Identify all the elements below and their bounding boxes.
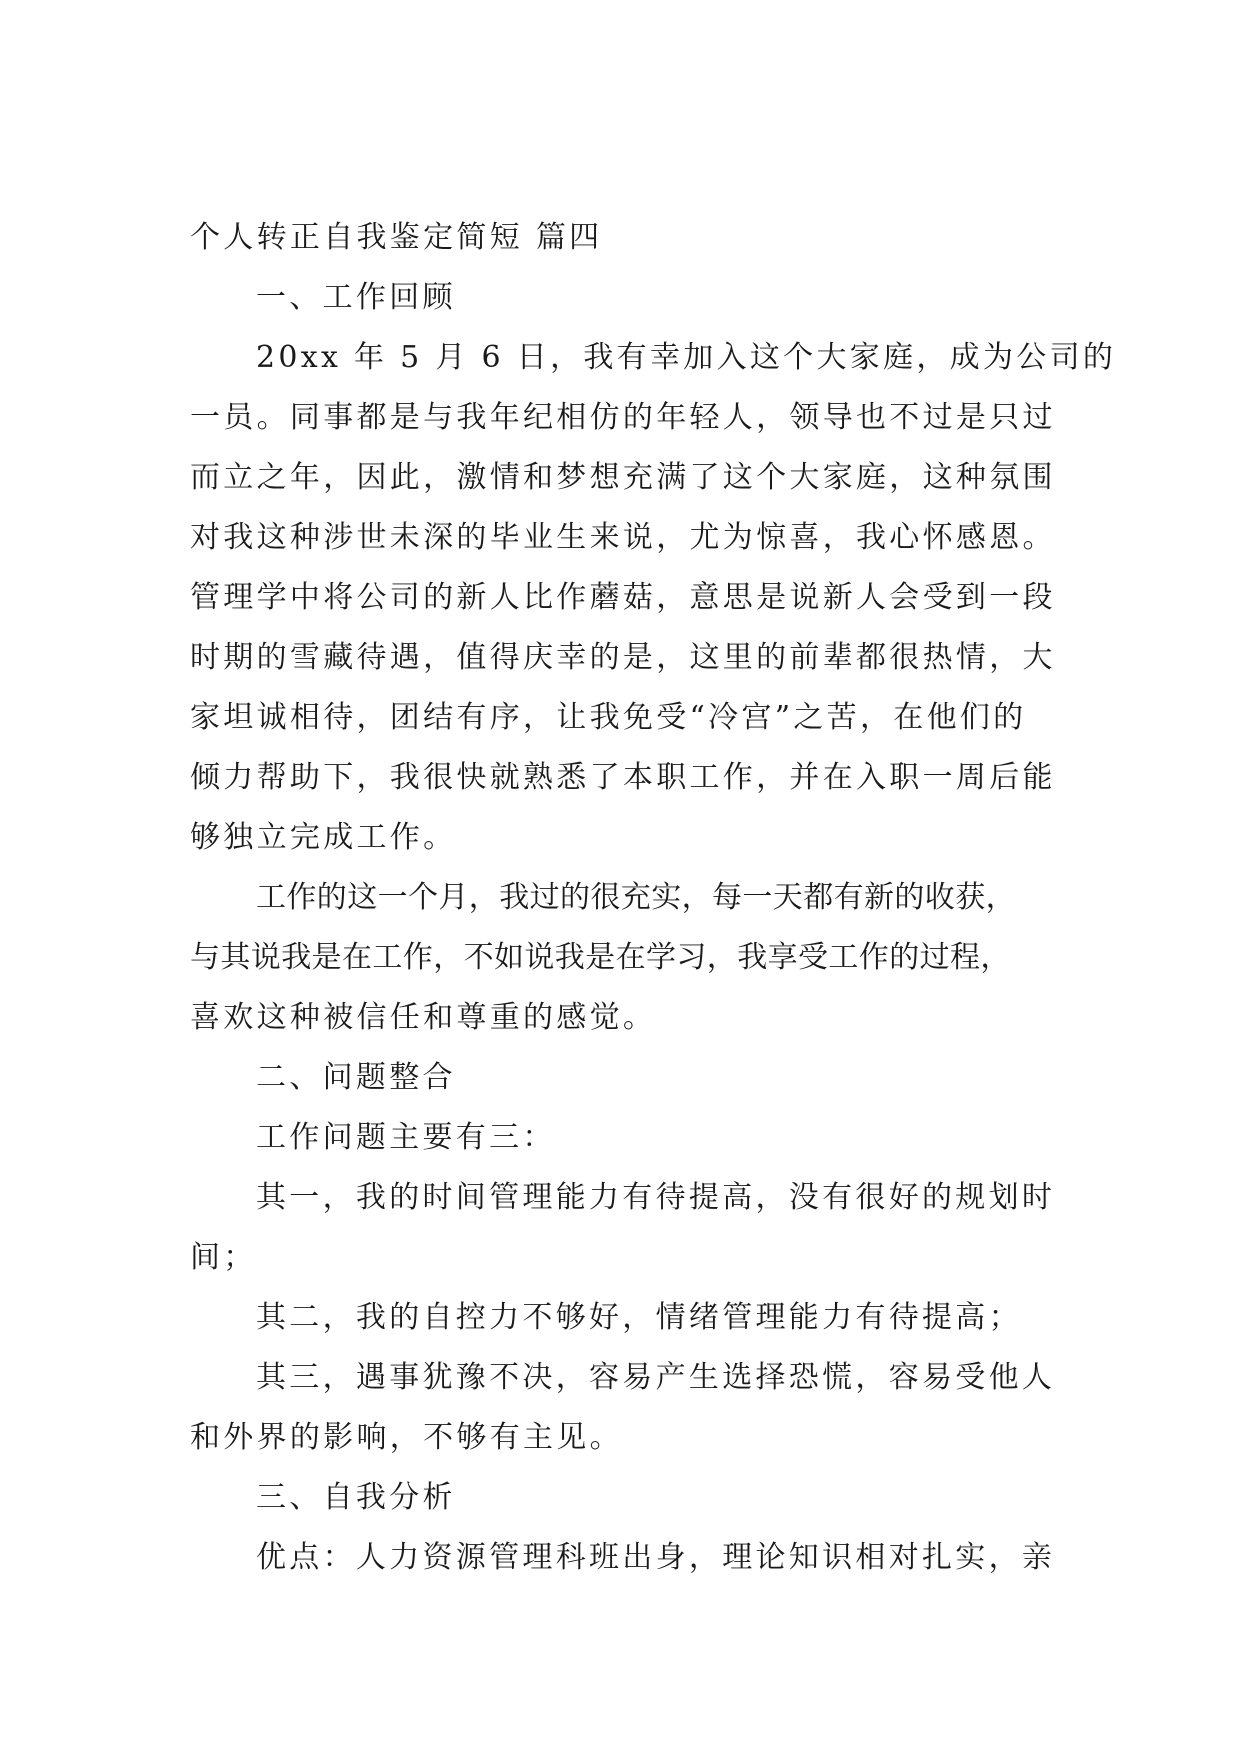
section-heading-work-review: 一、工作回顾 bbox=[256, 280, 456, 315]
paragraph-line: 家坦诚相待，团结有序，让我免受“冷宫”之苦，在他们的 bbox=[190, 700, 1027, 735]
paragraph-line: 间； bbox=[190, 1240, 257, 1275]
paragraph-line: 和外界的影响，不够有主见。 bbox=[190, 1420, 623, 1455]
paragraph-line: 够独立完成工作。 bbox=[190, 820, 457, 855]
paragraph-line: 工作问题主要有三： bbox=[256, 1120, 556, 1155]
paragraph-line: 倾力帮助下，我很快就熟悉了本职工作，并在入职一周后能 bbox=[190, 760, 1056, 795]
paragraph-line: 对我这种涉世未深的毕业生来说，尤为惊喜，我心怀感恩。 bbox=[190, 520, 1056, 555]
paragraph-line: 喜欢这种被信任和尊重的感觉。 bbox=[190, 1000, 657, 1035]
paragraph-line: 与其说我是在工作，不如说我是在学习，我享受工作的过程， bbox=[190, 940, 1011, 975]
paragraph-line: 优点：人力资源管理科班出身，理论知识相对扎实，亲 bbox=[256, 1540, 1056, 1575]
paragraph-line: 而立之年，因此，激情和梦想充满了这个大家庭，这种氛围 bbox=[190, 460, 1056, 495]
paragraph-line: 时期的雪藏待遇，值得庆幸的是，这里的前辈都很热情，大 bbox=[190, 640, 1056, 675]
paragraph-line: 一员。同事都是与我年纪相仿的年轻人，领导也不过是只过 bbox=[190, 400, 1056, 435]
paragraph-line: 工作的这一个月，我过的很充实，每一天都有新的收获， bbox=[256, 880, 1016, 915]
paragraph-line: 20xx 年 5 月 6 日，我有幸加入这个大家庭，成为公司的 bbox=[256, 340, 1117, 375]
document-title: 个人转正自我鉴定简短 篇四 bbox=[190, 220, 603, 255]
section-heading-problems: 二、问题整合 bbox=[256, 1060, 456, 1095]
section-heading-self-analysis: 三、自我分析 bbox=[256, 1480, 456, 1515]
paragraph-line: 其一，我的时间管理能力有待提高，没有很好的规划时 bbox=[256, 1180, 1056, 1215]
paragraph-line: 其三，遇事犹豫不决，容易产生选择恐慌，容易受他人 bbox=[256, 1360, 1056, 1395]
paragraph-line: 其二，我的自控力不够好，情绪管理能力有待提高； bbox=[256, 1300, 1022, 1335]
paragraph-line: 管理学中将公司的新人比作蘑菇，意思是说新人会受到一段 bbox=[190, 580, 1056, 615]
